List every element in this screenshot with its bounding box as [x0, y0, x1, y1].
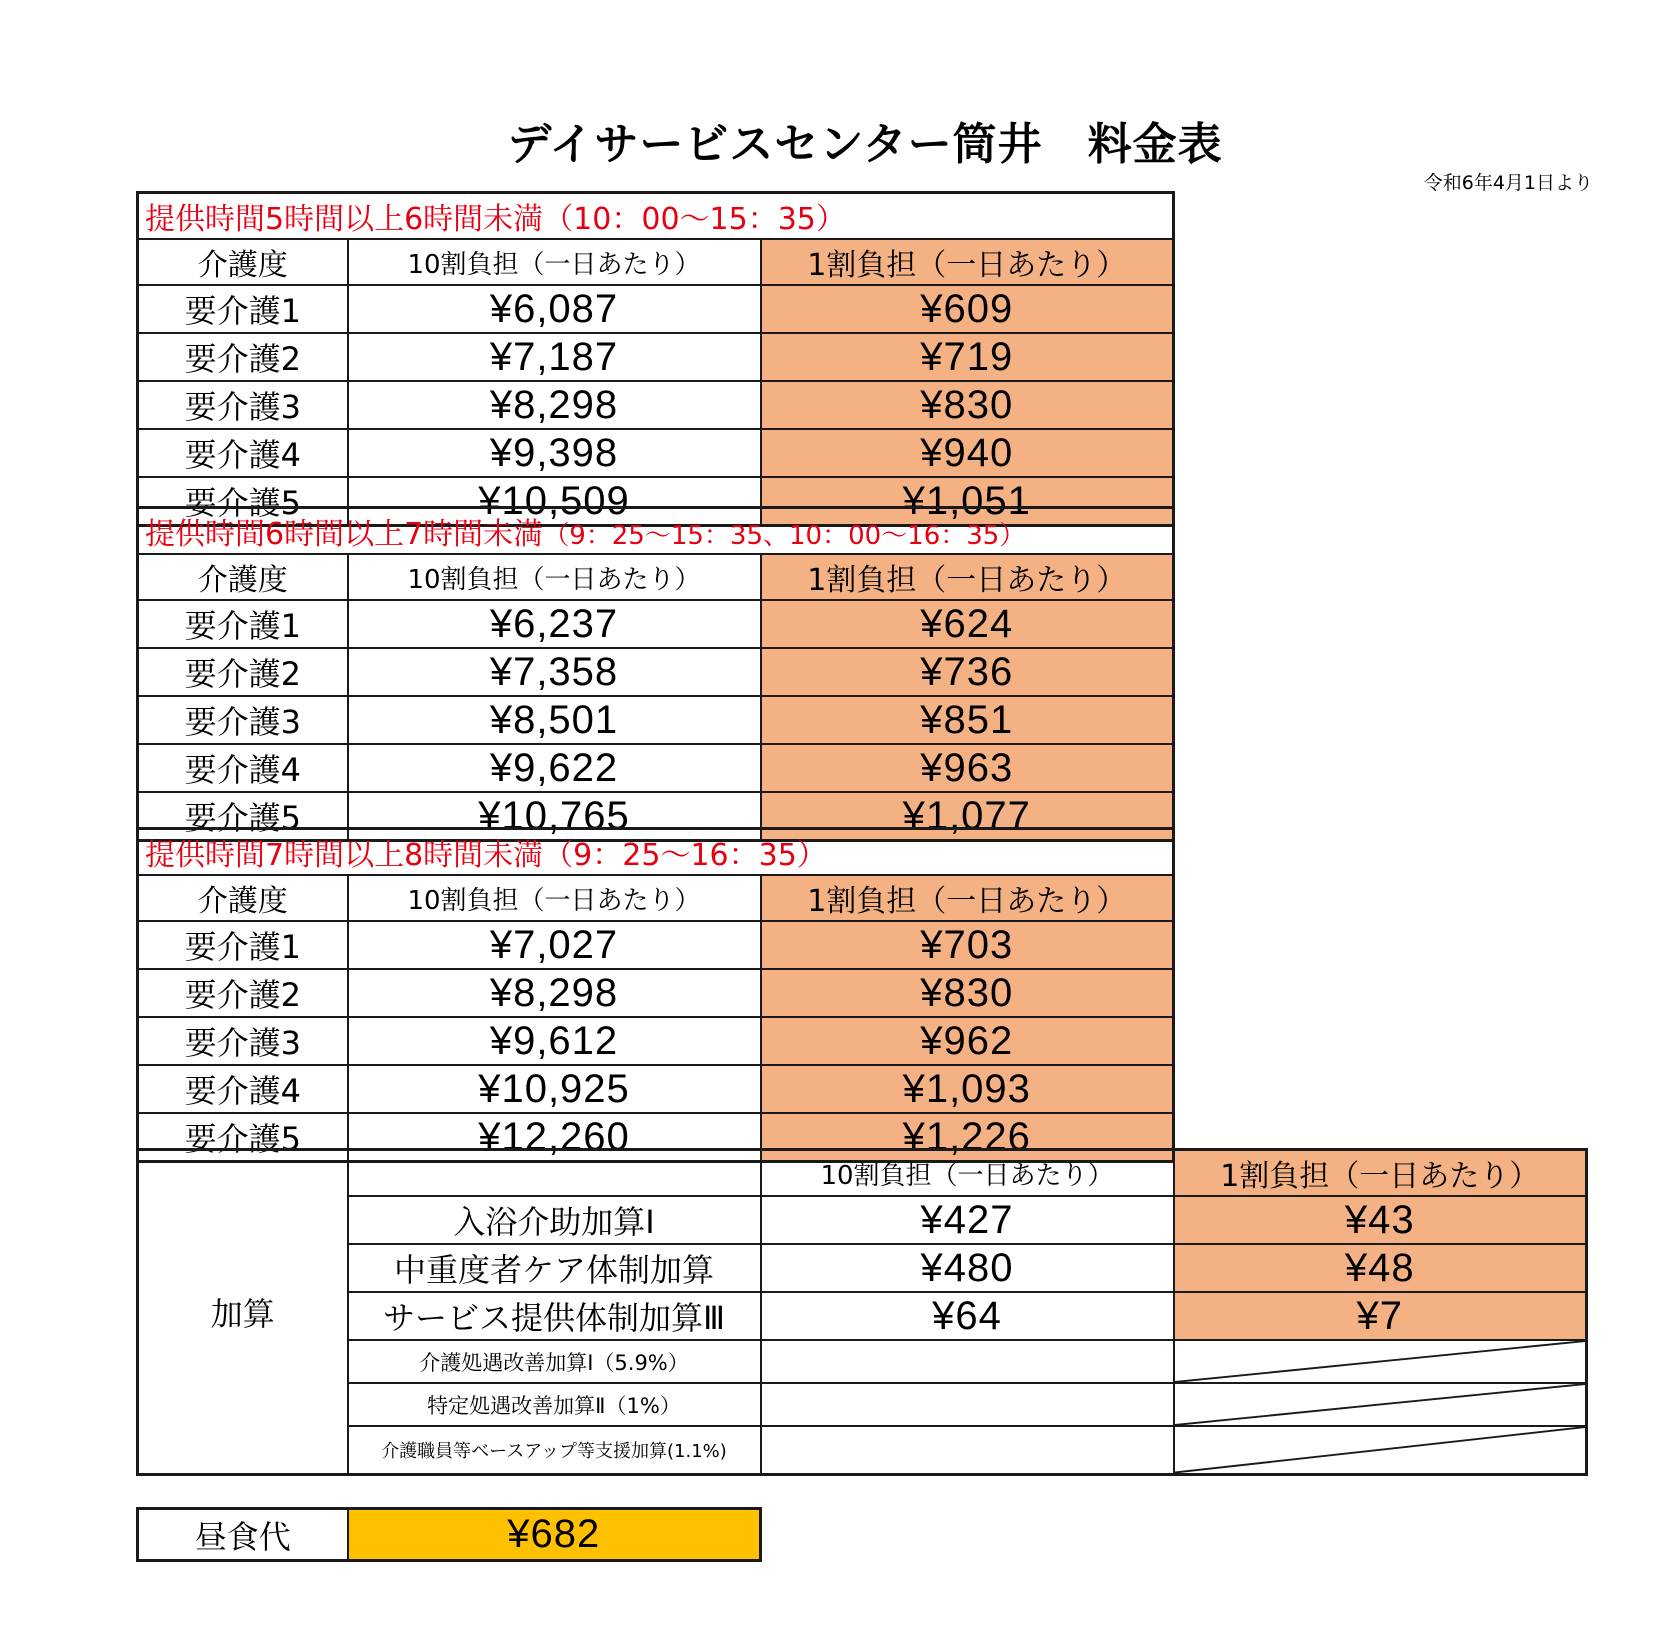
- care-level: 要介護1: [138, 600, 348, 648]
- one-tenth-cost: ¥1,077: [761, 792, 1174, 841]
- addon-full-cost: [761, 1340, 1174, 1383]
- table-row: [138, 333, 1174, 381]
- section-header-time: （9：25～16：35）: [543, 838, 827, 873]
- table-row: [138, 1196, 1587, 1244]
- addon-label: 加算: [138, 1150, 348, 1475]
- addon-name: 特定処遇改善加算Ⅱ（1%）: [348, 1383, 761, 1426]
- full-cost: ¥7,358: [348, 648, 761, 696]
- one-tenth-cost: ¥719: [761, 333, 1174, 381]
- full-cost: ¥9,622: [348, 744, 761, 792]
- table-row: [138, 429, 1174, 477]
- table-row: [138, 600, 1174, 648]
- one-tenth-cost: ¥830: [761, 969, 1174, 1017]
- col-one-tenth-cost: 1割負担（一日あたり）: [761, 239, 1174, 285]
- effective-date: 令和6年4月1日より: [1423, 172, 1593, 194]
- care-level: 要介護5: [138, 477, 348, 526]
- one-tenth-cost: ¥940: [761, 429, 1174, 477]
- full-cost: ¥10,765: [348, 792, 761, 841]
- care-level: 要介護3: [138, 1017, 348, 1065]
- care-level: 要介護3: [138, 696, 348, 744]
- table-row: [138, 921, 1174, 969]
- care-level: 要介護2: [138, 333, 348, 381]
- one-tenth-cost: ¥830: [761, 381, 1174, 429]
- section-header: [138, 193, 1174, 240]
- care-level: 要介護4: [138, 429, 348, 477]
- full-cost: ¥12,260: [348, 1113, 761, 1162]
- table-row: [138, 648, 1174, 696]
- addon-one-tenth-cost-na: [1174, 1340, 1587, 1383]
- full-cost: ¥6,087: [348, 285, 761, 333]
- addon-name: 介護処遇改善加算Ⅰ（5.9%）: [348, 1340, 761, 1383]
- full-cost: ¥9,612: [348, 1017, 761, 1065]
- addon-one-tenth-cost: ¥7: [1174, 1292, 1587, 1340]
- one-tenth-cost: ¥736: [761, 648, 1174, 696]
- table-row: [138, 969, 1174, 1017]
- care-level: 要介護1: [138, 285, 348, 333]
- addon-one-tenth-cost: ¥43: [1174, 1196, 1587, 1244]
- care-level: 要介護2: [138, 648, 348, 696]
- care-level: 要介護3: [138, 381, 348, 429]
- col-one-tenth-cost: 1割負担（一日あたり）: [761, 554, 1174, 600]
- col-full-cost: 10割負担（一日あたり）: [348, 875, 761, 921]
- addon-name: 介護職員等ベースアップ等支援加算(1.1%): [348, 1426, 761, 1474]
- full-cost: ¥10,509: [348, 477, 761, 526]
- table-row: [138, 1017, 1174, 1065]
- table-row: [138, 285, 1174, 333]
- col-care-level: 介護度: [138, 239, 348, 285]
- full-cost: ¥6,237: [348, 600, 761, 648]
- addon-full-cost: ¥64: [761, 1292, 1174, 1340]
- table-row: [138, 1383, 1587, 1426]
- section-header: [138, 829, 1174, 876]
- table-row: [138, 1244, 1587, 1292]
- col-care-level: 介護度: [138, 554, 348, 600]
- diagonal-strike: [1175, 1427, 1586, 1473]
- diagonal-strike: [1175, 1384, 1586, 1425]
- addon-one-tenth-cost: ¥48: [1174, 1244, 1587, 1292]
- table-row: [138, 1340, 1587, 1383]
- addon-one-tenth-cost-na: [1174, 1383, 1587, 1426]
- full-cost: ¥7,027: [348, 921, 761, 969]
- col-one-tenth-cost: 1割負担（一日あたり）: [1174, 1150, 1587, 1197]
- full-cost: ¥8,298: [348, 969, 761, 1017]
- table-row: [138, 1065, 1174, 1113]
- col-one-tenth-cost: 1割負担（一日あたり）: [761, 875, 1174, 921]
- one-tenth-cost: ¥1,226: [761, 1113, 1174, 1162]
- addon-name: 中重度者ケア体制加算: [348, 1244, 761, 1292]
- one-tenth-cost: ¥963: [761, 744, 1174, 792]
- table-row: [138, 1292, 1587, 1340]
- addon-full-cost: ¥427: [761, 1196, 1174, 1244]
- col-full-cost: 10割負担（一日あたり）: [348, 239, 761, 285]
- section-header-title: 提供時間5時間以上6時間未満: [145, 202, 544, 237]
- rate-table-7-8h: [136, 827, 1175, 1163]
- page-title: デイサービスセンター筒井 料金表: [507, 119, 1223, 170]
- addon-name: 入浴介助加算Ⅰ: [348, 1196, 761, 1244]
- care-level: 要介護5: [138, 1113, 348, 1162]
- addon-full-cost: [761, 1383, 1174, 1426]
- full-cost: ¥7,187: [348, 333, 761, 381]
- care-level: 要介護4: [138, 744, 348, 792]
- col-care-level: 介護度: [138, 875, 348, 921]
- rate-table-6-7h: [136, 506, 1175, 842]
- diagonal-strike: [1175, 1341, 1586, 1382]
- col-full-cost: 10割負担（一日あたり）: [348, 554, 761, 600]
- full-cost: ¥8,298: [348, 381, 761, 429]
- section-header-time: （9：25～15：35、10：00～16：35）: [543, 521, 1026, 551]
- care-level: 要介護2: [138, 969, 348, 1017]
- table-row: [138, 696, 1174, 744]
- lunch-table: [136, 1507, 762, 1562]
- one-tenth-cost: ¥609: [761, 285, 1174, 333]
- one-tenth-cost: ¥962: [761, 1017, 1174, 1065]
- table-row: [138, 381, 1174, 429]
- table-row: [138, 744, 1174, 792]
- care-level: 要介護1: [138, 921, 348, 969]
- section-header-title: 提供時間6時間以上7時間未満: [145, 517, 544, 552]
- addon-one-tenth-cost-na: [1174, 1426, 1587, 1474]
- full-cost: ¥10,925: [348, 1065, 761, 1113]
- one-tenth-cost: ¥703: [761, 921, 1174, 969]
- lunch-label: 昼食代: [138, 1509, 348, 1561]
- one-tenth-cost: ¥1,051: [761, 477, 1174, 526]
- addon-name: サービス提供体制加算Ⅲ: [348, 1292, 761, 1340]
- addon-full-cost: [761, 1426, 1174, 1474]
- section-header-time: （10：00～15：35）: [543, 202, 846, 237]
- one-tenth-cost: ¥1,093: [761, 1065, 1174, 1113]
- rate-table-5-6h: [136, 191, 1175, 527]
- one-tenth-cost: ¥624: [761, 600, 1174, 648]
- lunch-price: ¥682: [348, 1509, 761, 1561]
- addon-name-header: [348, 1150, 761, 1197]
- section-header-title: 提供時間7時間以上8時間未満: [145, 838, 544, 873]
- full-cost: ¥9,398: [348, 429, 761, 477]
- care-level: 要介護4: [138, 1065, 348, 1113]
- full-cost: ¥8,501: [348, 696, 761, 744]
- table-row: [138, 1426, 1587, 1474]
- section-header: [138, 508, 1174, 555]
- care-level: 要介護5: [138, 792, 348, 841]
- addon-table: [136, 1148, 1588, 1476]
- one-tenth-cost: ¥851: [761, 696, 1174, 744]
- addon-full-cost: ¥480: [761, 1244, 1174, 1292]
- col-full-cost: 10割負担（一日あたり）: [761, 1150, 1174, 1197]
